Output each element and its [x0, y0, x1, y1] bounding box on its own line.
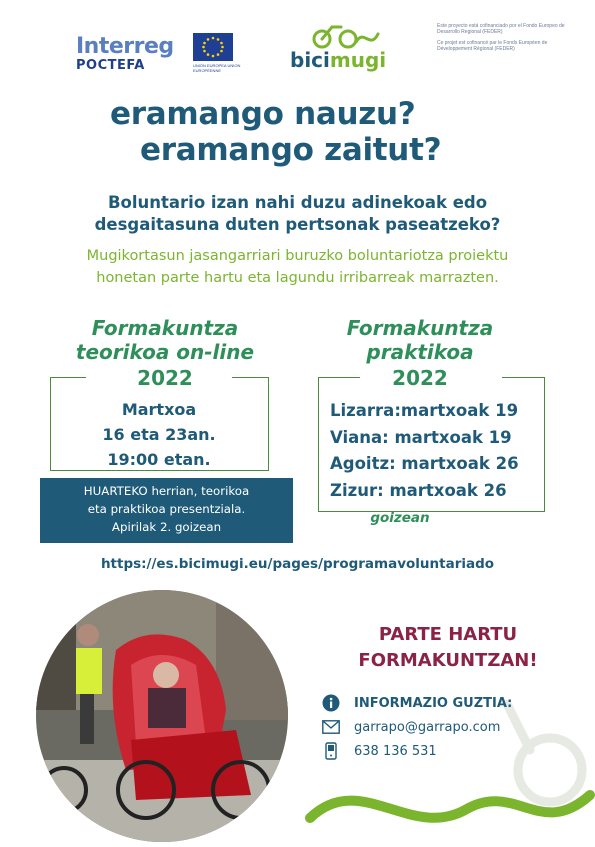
practical-title-1: Formakuntza: [346, 316, 494, 340]
intro-1: Mugikortasun jasangarriari buruzko boluntariotza proiektu: [86, 248, 509, 264]
cta-line-1: PARTE HARTU: [378, 624, 518, 645]
email-text[interactable]: garrapo@garrapo.com: [354, 719, 501, 735]
huarte-line-1: HUARTEKO herrian, teorikoa: [83, 484, 250, 498]
headline-2: eramango zaitut?: [140, 132, 442, 168]
practical-title-2: praktikoa: [366, 340, 474, 364]
practical-item: Zizur: martxoak 26: [330, 480, 507, 500]
huarte-line-2: eta praktikoa presentziala.: [87, 502, 246, 516]
headline-1: eramango nauzu?: [110, 96, 416, 132]
practical-item: Agoitz: martxoak 26: [330, 454, 519, 473]
bicimugi-text-2: mugi: [329, 48, 387, 72]
info-row: [322, 694, 512, 712]
practical-when: goizean: [370, 510, 430, 526]
info-icon: [322, 694, 340, 712]
online-title-1: Formakuntza: [91, 316, 239, 340]
online-line-3: 19:00 etan.: [107, 450, 211, 469]
email-row[interactable]: [322, 718, 500, 736]
feder-notice: [437, 23, 577, 56]
poctefa-logo-text: POCTEFA: [76, 58, 145, 73]
online-schedule: [52, 397, 266, 472]
program-link[interactable]: https://es.bicimugi.eu/pages/programavoluntariado: [100, 556, 495, 572]
subtitle-1: Boluntario izan nahi duzu adinekoak edo: [107, 193, 488, 212]
feder-fr: Ce projet est cofinancé par le Fonds Européen de Développement Régional (FEDER): [437, 39, 548, 52]
phone-text[interactable]: 638 136 531: [354, 743, 437, 759]
feder-es: Este proyecto está cofinanciado por el Fondo Europeo de Desarrollo Regional (FEDER): [437, 23, 565, 36]
eu-flag-icon: [193, 33, 233, 61]
online-year: 2022: [137, 366, 193, 390]
practical-schedule: [330, 398, 550, 504]
bicimugi-text-1: bici: [290, 48, 330, 72]
online-line-2: 16 eta 23an.: [102, 425, 216, 444]
huarte-line-3: Apirilak 2. goizean: [111, 520, 222, 534]
cta-line-2: FORMAKUNTZAN!: [358, 650, 538, 671]
intro-2: honetan parte hartu eta lagundu irribarreak marrazten.: [96, 270, 499, 286]
huarte-box: [40, 478, 293, 543]
info-label: INFORMAZIO GUZTIA:: [354, 695, 513, 711]
bicimugi-logo-text: [290, 48, 386, 72]
mail-icon: [322, 718, 340, 736]
practical-year: 2022: [392, 366, 448, 390]
phone-row[interactable]: [322, 742, 437, 760]
phone-icon: [322, 742, 340, 760]
online-title-2: teorikoa on-line: [75, 340, 255, 364]
online-line-1: Martxoa: [121, 400, 197, 419]
interreg-logo-text: Interreg: [76, 34, 174, 59]
practical-item: Lizarra:martxoak 19: [330, 401, 519, 420]
practical-item: Viana: martxoak 19: [330, 427, 512, 447]
eu-caption: UNIÓN EUROPEA UNION EUROPÉENNE: [193, 63, 241, 73]
trishaw-photo: [36, 590, 288, 842]
subtitle-2: desgaitasuna duten pertsonak paseatzeko?: [94, 215, 501, 234]
